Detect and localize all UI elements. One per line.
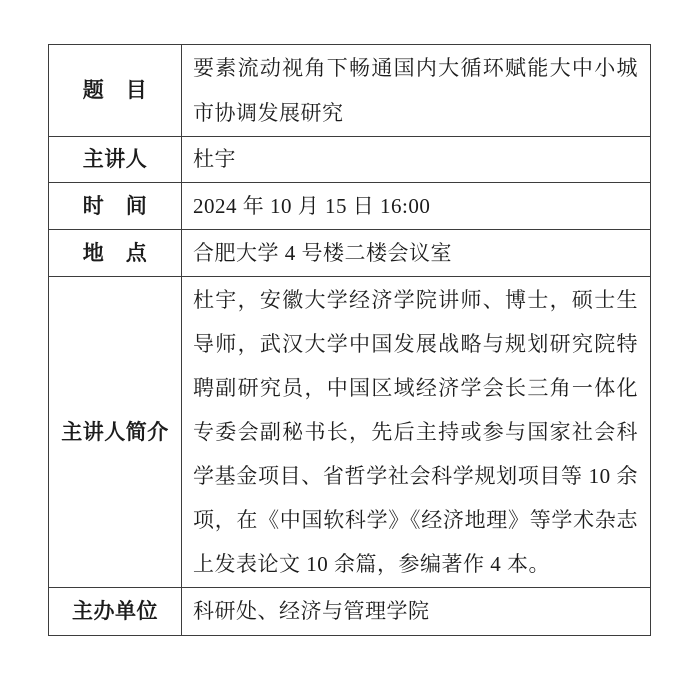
table-row-time — [49, 183, 651, 230]
title-row-label: 题 目 — [49, 45, 182, 137]
host-row-label: 主办单位 — [49, 588, 182, 636]
lecture-info-table — [48, 44, 651, 636]
table-row-place — [49, 230, 651, 277]
place-row-content: 合肥大学 4 号楼二楼会议室 — [182, 230, 651, 277]
table-row-speaker — [49, 137, 651, 183]
bio-row-label: 主讲人简介 — [49, 277, 182, 588]
table-row-bio — [49, 277, 651, 588]
place-row-label: 地 点 — [49, 230, 182, 277]
time-row-content: 2024 年 10 月 15 日 16:00 — [182, 183, 651, 230]
speaker-row-label: 主讲人 — [49, 137, 182, 183]
table-row-title — [49, 45, 651, 137]
time-row-label: 时 间 — [49, 183, 182, 230]
bio-row-content: 杜宇，安徽大学经济学院讲师、博士，硕士生导师，武汉大学中国发展战略与规划研究院特聘副研究员，中国区域经济学会长三角一体化专委会副秘书长，先后主持或参与国家社会科学基金项目、省哲学社会科学规划项目等 10 余项，在《中国软科学》《经济地理》等学术杂志上发表论文 10 余篇，参编著作 4 本。 — [182, 277, 651, 588]
title-row-content: 要素流动视角下畅通国内大循环赋能大中小城市协调发展研究 — [182, 45, 651, 137]
table-row-host — [49, 588, 651, 636]
speaker-row-content: 杜宇 — [182, 137, 651, 183]
host-row-content: 科研处、经济与管理学院 — [182, 588, 651, 636]
